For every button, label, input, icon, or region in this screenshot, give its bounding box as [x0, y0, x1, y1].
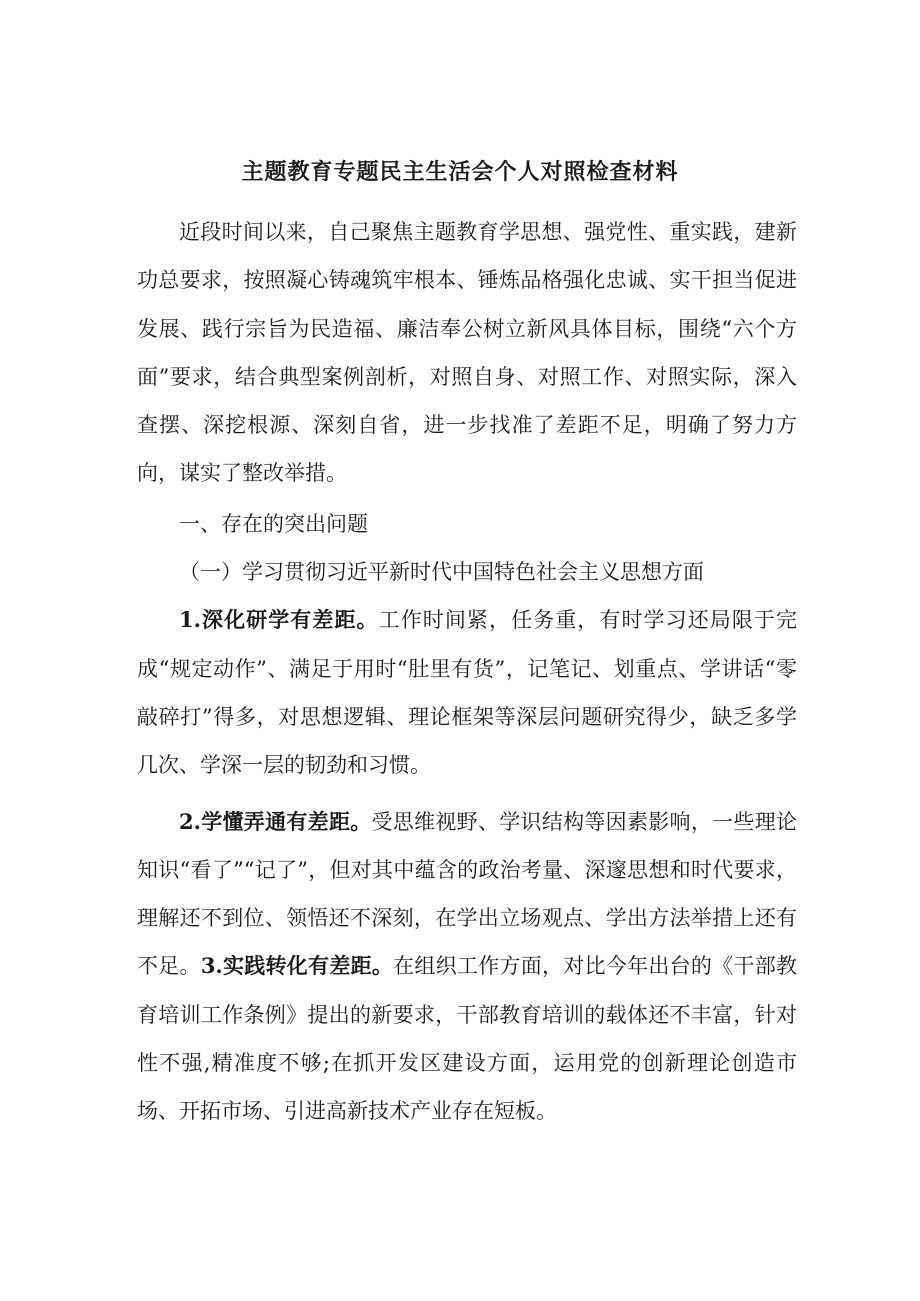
subsection-heading: （一）学习贯彻习近平新时代中国特色社会主义思想方面: [179, 560, 704, 585]
item-1-lead: 1.深化研学有差距。: [179, 607, 379, 633]
item-3-text: 在组织工作方面，对比今年出台的《干部教育培训工作条例》提出的新要求，干部教育培训的载体还不丰富，针对性不强,精准度不够;在抓开发区建设方面，运用党的创新理论创造市场、开拓市场、引进高新技术产业存在短板。: [137, 954, 797, 1124]
item-paragraph-2: [137, 798, 797, 1136]
section-heading: 一、存在的突出问题: [179, 511, 368, 536]
item-2-text: 受思维视野、学识结构等因素影响，一些理论知识“看了”“记了”，但对其中蕴含的政治考量、深邃思想和时代要求，理解还不到位、领悟还不深刻，在学出立场观点、学出方法举措上还有不足。: [137, 809, 797, 979]
document-title: 主题教育专题民主生活会个人对照检查材料: [241, 159, 679, 185]
item-2-lead: 2.学懂弄通有差距。: [179, 808, 372, 834]
document-body: [137, 208, 797, 1136]
intro-paragraph: 近段时间以来，自己聚焦主题教育学思想、强党性、重实践，建新功总要求，按照凝心铸魂筑牢根本、锤炼品格强化忠诚、实干担当促进发展、践行宗旨为民造福、廉洁奉公树立新风具体目标，围绕“六个方面”要求，结合典型案例剖析，对照自身、对照工作、对照实际，深入查摆、深挖根源、深刻自省，进一步找准了差距不足，明确了努力方向，谋实了整改举措。: [137, 220, 797, 486]
item-3-lead: 3.实践转化有差距。: [200, 953, 394, 979]
item-paragraph-1: [137, 596, 797, 789]
item-1-text: 工作时间紧，任务重，有时学习还局限于完成“规定动作”、满足于用时“肚里有货”，记笔记、划重点、学讲话“零敲碎打”得多，对思想逻辑、理论框架等深层问题研究得少，缺乏多学几次、学深一层的韧劲和习惯。: [137, 608, 797, 778]
